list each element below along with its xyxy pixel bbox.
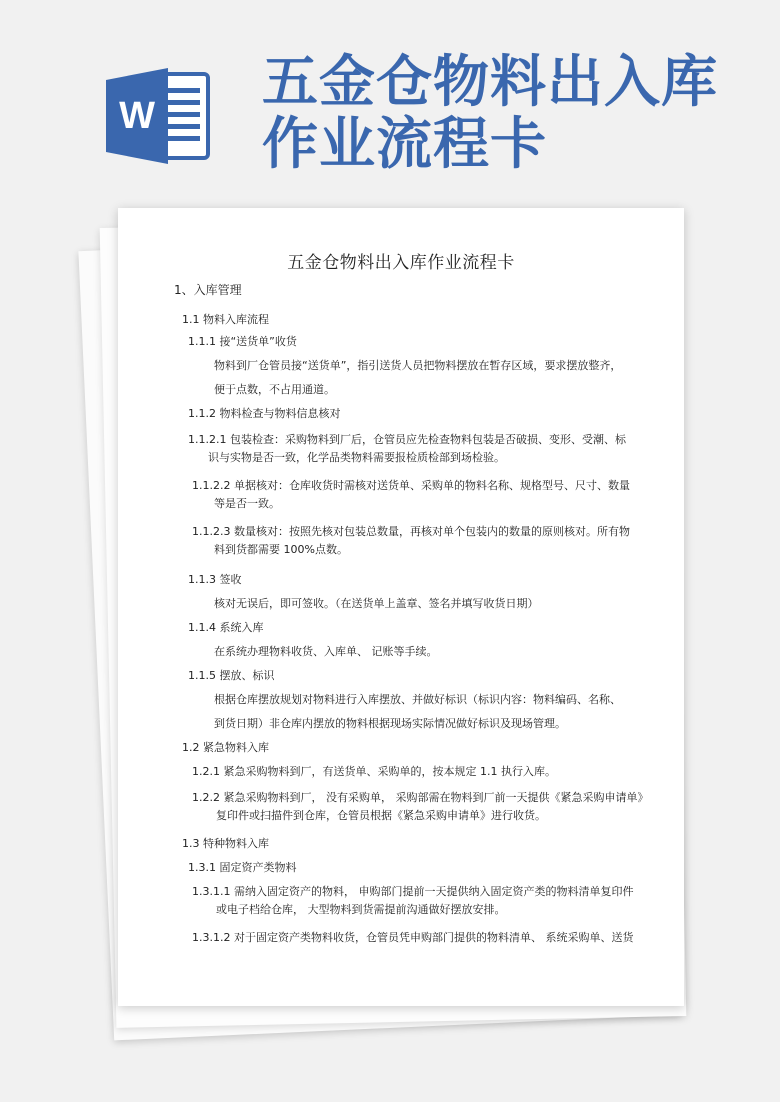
paragraph-line: 核对无误后，即可签收。（在送货单上盖章、签名并填写收货日期） (214, 597, 539, 610)
item-heading: 1.1.3 签收 (188, 573, 242, 586)
document-page (118, 208, 684, 1006)
paragraph-line: 1.3.1.1 需纳入固定资产的物料， 申购部门提前一天提供纳入固定资产类的物料清单复印件 (192, 885, 634, 898)
word-icon-letter: W (119, 95, 155, 137)
subsection-heading: 1.3 特种物料入库 (182, 837, 269, 850)
item-heading: 1.1.1 接“送货单”收货 (188, 335, 297, 348)
paragraph-line: 1.2.1 紧急采购物料到厂，有送货单、采购单的，按本规定 1.1 执行入库。 (192, 765, 556, 778)
paragraph-line: 等是否一致。 (214, 497, 280, 510)
section-heading: 1、入库管理 (174, 283, 242, 297)
document-title: 五金仓物料出入库作业流程卡 (287, 253, 515, 273)
paragraph-line: 到货日期）非仓库内摆放的物料根据现场实际情况做好标识及现场管理。 (214, 717, 566, 730)
paragraph-line: 1.3.1.2 对于固定资产类物料收货，仓管员凭申购部门提供的物料清单、 系统采购单、送货 (192, 931, 634, 944)
subsection-heading: 1.1 物料入库流程 (182, 313, 269, 326)
hero-title-line2: 作业流程卡 (262, 112, 547, 177)
paragraph-line: 1.1.2.1 包装检查：采购物料到厂后，仓管员应先检查物料包装是否破损、变形、受潮、标 (188, 433, 626, 446)
hero-title-line1: 五金仓物料出入库 (262, 50, 718, 115)
paragraph-line: 复印件或扫描件到仓库，仓管员根据《紧急采购申请单》进行收货。 (216, 809, 546, 822)
item-heading: 1.1.5 摆放、标识 (188, 669, 275, 682)
word-icon (106, 68, 210, 164)
subsection-heading: 1.2 紧急物料入库 (182, 741, 269, 754)
item-heading: 1.3.1 固定资产类物料 (188, 861, 297, 874)
paragraph-line: 料到货都需要 100%点数。 (214, 543, 348, 556)
hero-title (262, 52, 718, 176)
paragraph-line: 物料到厂仓管员接“送货单”，指引送货人员把物料摆放在暂存区域，要求摆放整齐， (214, 359, 622, 372)
paragraph-line: 在系统办理物料收货、入库单、 记账等手续。 (214, 645, 438, 658)
paragraph-line: 1.2.2 紧急采购物料到厂， 没有采购单， 采购部需在物料到厂前一天提供《紧急采购申请单》 (192, 791, 649, 804)
item-heading: 1.1.2 物料检查与物料信息核对 (188, 407, 341, 420)
paragraph-line: 根据仓库摆放规划对物料进行入库摆放、并做好标识（标识内容：物料编码、名称、 (214, 693, 621, 706)
paragraph-line: 1.1.2.3 数量核对：按照先核对包装总数量，再核对单个包装内的数量的原则核对。所有物 (192, 525, 630, 538)
paragraph-line: 或电子档给仓库， 大型物料到货需提前沟通做好摆放安排。 (216, 903, 506, 916)
item-heading: 1.1.4 系统入库 (188, 621, 264, 634)
paragraph-line: 识与实物是否一致，化学品类物料需要报检质检部到场检验。 (208, 451, 505, 464)
paragraph-line: 1.1.2.2 单据核对：仓库收货时需核对送货单、采购单的物料名称、规格型号、尺寸、数量 (192, 479, 630, 492)
paragraph-line: 便于点数，不占用通道。 (214, 383, 335, 396)
